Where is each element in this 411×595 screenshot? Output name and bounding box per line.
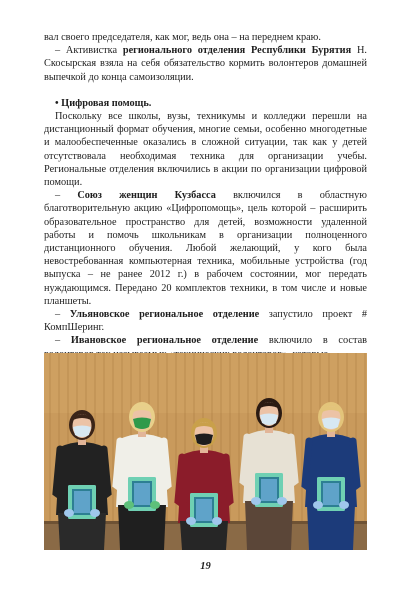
group-photo: [44, 353, 367, 550]
text-run: –: [55, 335, 71, 347]
text-run: Н. Скосырская взяла на себя обязательство кормить волонтеров домашней выпечкой до конца самоизоляции.: [44, 45, 367, 83]
paragraph: [44, 308, 367, 334]
paragraph: [44, 97, 367, 110]
text-run: запустило проект # КомпШеринг.: [44, 309, 367, 334]
bold-text: Ивановское региональное отделение: [70, 335, 259, 347]
bold-text: регионального отделения Республики Бурятия: [122, 45, 352, 57]
page-number: 19: [200, 561, 211, 572]
text-run: –: [55, 309, 70, 321]
paragraph: [44, 110, 367, 189]
bold-text: Ульяновское региональное отделение: [69, 309, 260, 321]
text-run: включило в состав: [268, 335, 368, 347]
paragraph-gap: [44, 84, 367, 97]
text-run: вал своего председателя, как мог, ведь она – на переднем краю.: [44, 32, 321, 43]
bold-text: Союз женщин Кузбасса: [77, 190, 216, 202]
paragraph: [44, 189, 367, 308]
text-run: Поскольку все школы, вузы, техникумы и колледжи перешли на дистанционный формат обучения, многие семьи, особенно многодетные и малообеспеченные оказались в сложной ситуации, так как у детей отсутствовала необходимая техника для организации учебы. Региональные отделения включились в акции по организации цифровой помощи.: [44, 111, 367, 189]
text-run: –: [55, 190, 78, 202]
paragraph: [44, 44, 367, 84]
text-run: включился в областную благотворительную акцию «Цифропомощь», цель которой – расширить образовательное пространство для детей, возможности удаленной работы и помочь школьникам в организации полноценного дистанционного обучения. Любой желающий, у кого была невостребованная компьютерная техника, мобильные устройства (год выпуска – не ранее 2012 г.) в рабочем состоянии, мог передать нуждающимся. Передано 20 комплектов техники, в том числе и новые планшеты.: [44, 190, 367, 307]
paragraph: [44, 31, 367, 44]
bold-text: • Цифровая помощь.: [55, 97, 152, 109]
text-run: – Активистка: [55, 45, 123, 57]
body-text: [44, 31, 367, 361]
